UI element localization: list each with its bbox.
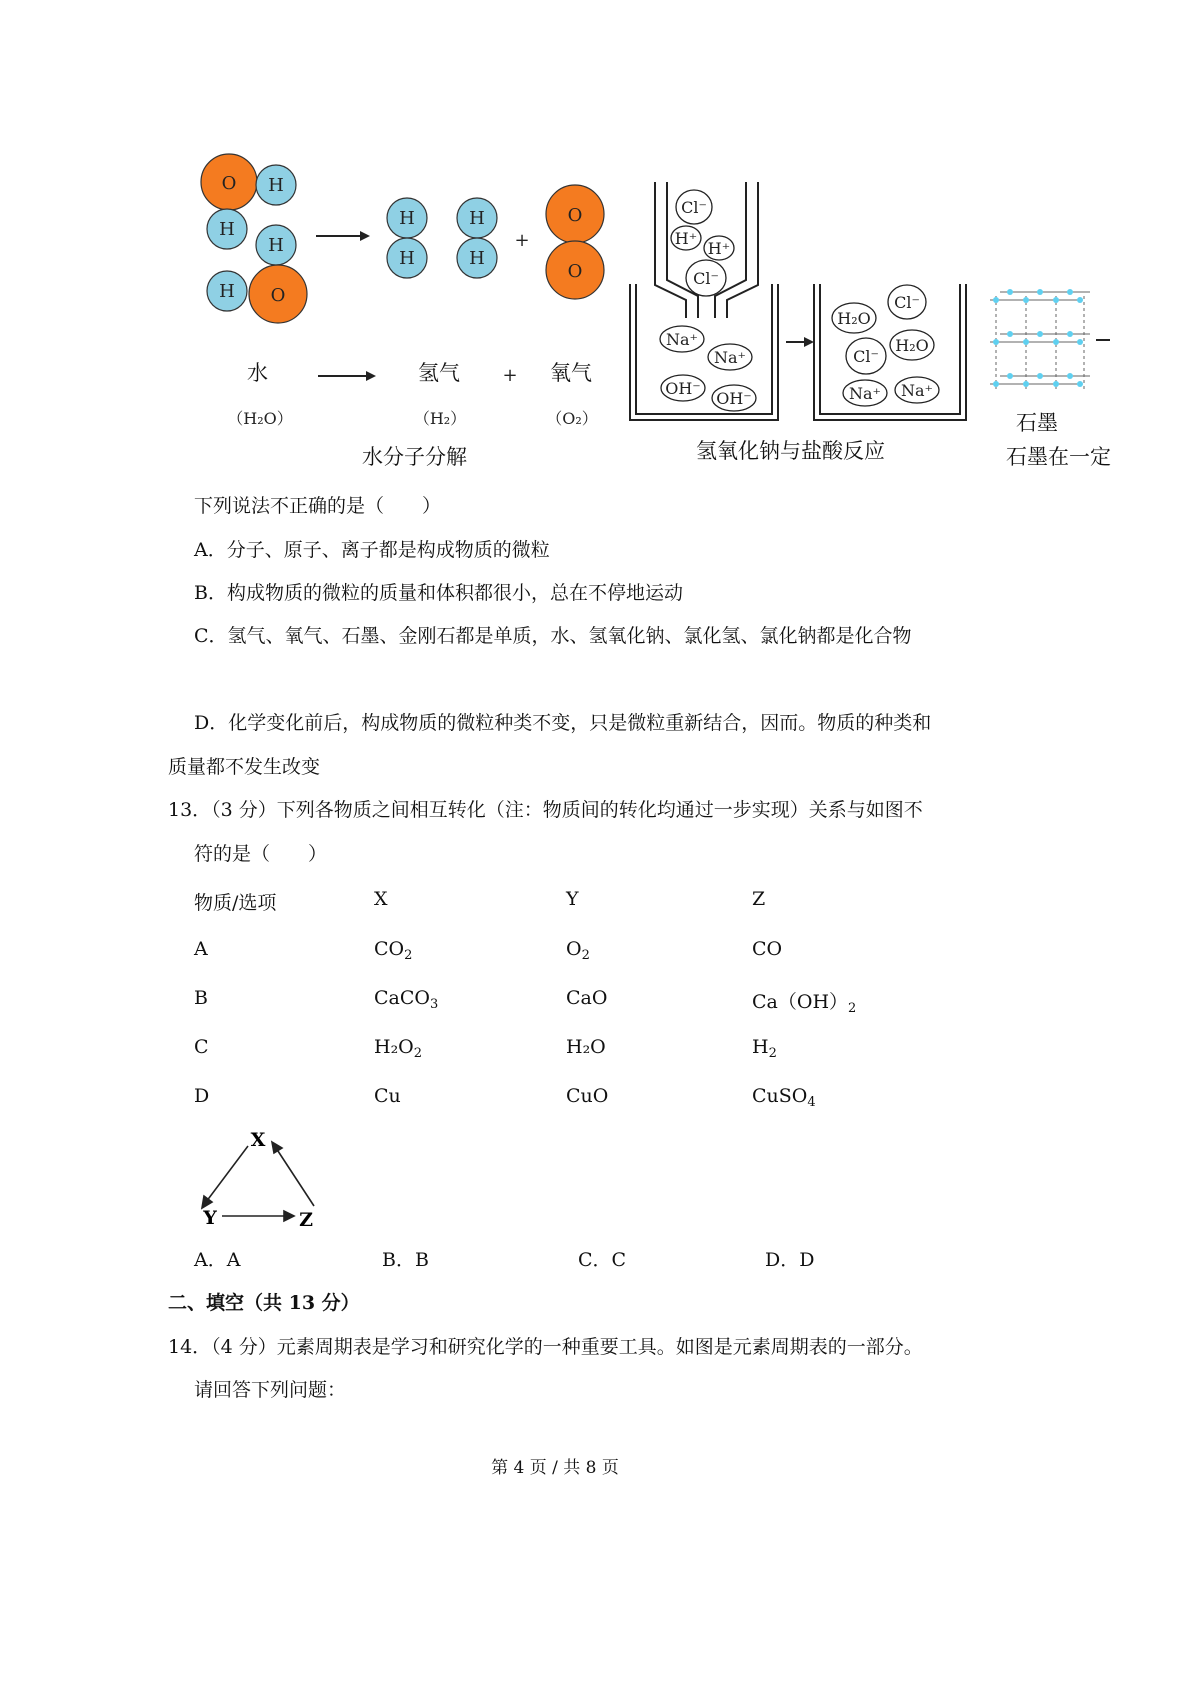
arrow-icon	[316, 231, 370, 241]
svg-text:Na⁺: Na⁺	[714, 348, 746, 367]
table-cell-x: CaCO$_3$	[374, 987, 439, 1012]
svg-text:OH⁻: OH⁻	[665, 379, 701, 398]
svg-text:H⁺: H⁺	[674, 229, 698, 248]
formula-hydrogen: （H₂）	[413, 409, 467, 428]
caption-naoh-hcl: 氢氧化钠与盐酸反应	[696, 439, 885, 463]
svg-text:Cl⁻: Cl⁻	[853, 347, 879, 366]
arrow-icon	[786, 337, 814, 347]
svg-text:H: H	[399, 248, 415, 269]
svg-text:Na⁺: Na⁺	[849, 384, 881, 403]
svg-text:H⁺: H⁺	[707, 239, 731, 258]
table-cell-y: $O_2$	[566, 938, 590, 963]
svg-text:H: H	[399, 208, 415, 229]
atom-label: H	[268, 235, 284, 256]
node-z: Z	[299, 1209, 313, 1231]
label-oxygen: 氧气	[550, 361, 592, 385]
table-cell-x: $H_2O_2$	[374, 1036, 423, 1061]
table-header-cell: Y	[566, 888, 579, 910]
q12-option-d-line2: 质量都不发生改变	[168, 756, 321, 778]
table-header-cell: 物质/选项	[194, 892, 277, 914]
table-cell-z: CO	[752, 938, 783, 960]
svg-text:H₂O: H₂O	[837, 309, 871, 328]
hydrogen-molecules	[387, 198, 497, 278]
formula-oxygen: （O₂）	[546, 409, 598, 428]
svg-text:H: H	[469, 208, 485, 229]
svg-text:O: O	[567, 261, 583, 282]
svg-text:Cl⁻: Cl⁻	[894, 293, 920, 312]
table-cell-option: A	[194, 938, 208, 960]
table-cell-option: C	[194, 1036, 209, 1058]
node-x: X	[250, 1129, 266, 1151]
formula-water: （H₂O）	[227, 409, 293, 428]
table-cell-x: Cu	[374, 1085, 401, 1107]
atom-label: H	[268, 175, 284, 196]
q13-choice-a: A．A	[194, 1249, 241, 1271]
q12-option-a: A．分子、原子、离子都是构成物质的微粒	[194, 539, 550, 561]
table-cell-x: $CO_2$	[374, 938, 413, 963]
svg-text:H: H	[469, 248, 485, 269]
label-graphite: 石墨	[1016, 411, 1058, 435]
section-title: 二、填空（共 13 分）	[168, 1292, 360, 1314]
q14-stem-line2: 请回答下列问题：	[194, 1379, 347, 1401]
arrow-icon	[318, 371, 376, 381]
table-cell-option: D	[194, 1085, 210, 1107]
q12-option-b: B．构成物质的微粒的质量和体积都很小，总在不停地运动	[194, 582, 683, 604]
graphite-atoms	[993, 289, 1083, 387]
caption-graphite: 石墨在一定	[1006, 445, 1111, 469]
cycle-arrows	[202, 1142, 314, 1221]
page-footer: 第 4 页 / 共 8 页	[491, 1458, 619, 1478]
table-cell-z: $H_2$	[752, 1036, 777, 1061]
atom-label: O	[221, 173, 237, 194]
q14-stem-line1: 14．（4 分）元素周期表是学习和研究化学的一种重要工具。如图是元素周期表的一部分。	[168, 1336, 923, 1358]
svg-text:O: O	[567, 205, 583, 226]
oxygen-molecule	[546, 185, 604, 299]
table-cell-z: CuSO$_4$	[752, 1085, 816, 1110]
table-cell-y: H₂O	[566, 1036, 606, 1058]
q12-option-d-line1: D．化学变化前后，构成物质的微粒种类不变，只是微粒重新结合，因而。物质的种类和	[194, 712, 932, 734]
q13-stem-line1: 13．（3 分）下列各物质之间相互转化（注：物质间的转化均通过一步实现）关系与如图不	[168, 799, 923, 821]
q12-stem: 下列说法不正确的是（ ）	[194, 495, 442, 517]
svg-text:H₂O: H₂O	[895, 336, 929, 355]
water-molecules	[201, 154, 307, 323]
node-y: Y	[203, 1207, 217, 1229]
ions-right	[832, 285, 939, 406]
svg-text:Na⁺: Na⁺	[901, 381, 933, 400]
plus-sign: +	[502, 365, 518, 386]
plus-sign: +	[514, 230, 530, 251]
table-cell-z: $Ca(OH)_2$	[752, 991, 857, 1016]
table-header-cell: X	[374, 888, 388, 910]
top-figure	[190, 140, 1200, 480]
caption-water-decomposition: 水分子分解	[362, 445, 467, 469]
table-cell-y: CuO	[566, 1085, 609, 1107]
atom-label: O	[270, 285, 286, 306]
svg-text:Cl⁻: Cl⁻	[693, 269, 719, 288]
atom-label: H	[219, 281, 235, 302]
label-hydrogen: 氢气	[418, 361, 460, 385]
q13-choice-d: D．D	[765, 1249, 815, 1271]
q13-choice-c: C．C	[578, 1249, 627, 1271]
xyz-cycle-diagram	[190, 1124, 330, 1232]
ions-left	[660, 190, 756, 411]
svg-text:Na⁺: Na⁺	[666, 330, 698, 349]
svg-text:OH⁻: OH⁻	[716, 389, 752, 408]
q13-choice-b: B．B	[382, 1249, 429, 1271]
q13-stem-line2: 符的是（ ）	[194, 843, 328, 865]
svg-text:Cl⁻: Cl⁻	[681, 198, 707, 217]
label-water: 水	[247, 361, 268, 385]
atom-label: H	[219, 219, 235, 240]
table-header-cell: Z	[752, 888, 766, 910]
q12-option-c: C．氢气、氧气、石墨、金刚石都是单质，水、氢氧化钠、氯化氢、氯化钠都是化合物	[194, 625, 912, 647]
table-cell-option: B	[194, 987, 208, 1009]
table-cell-y: CaO	[566, 987, 608, 1009]
